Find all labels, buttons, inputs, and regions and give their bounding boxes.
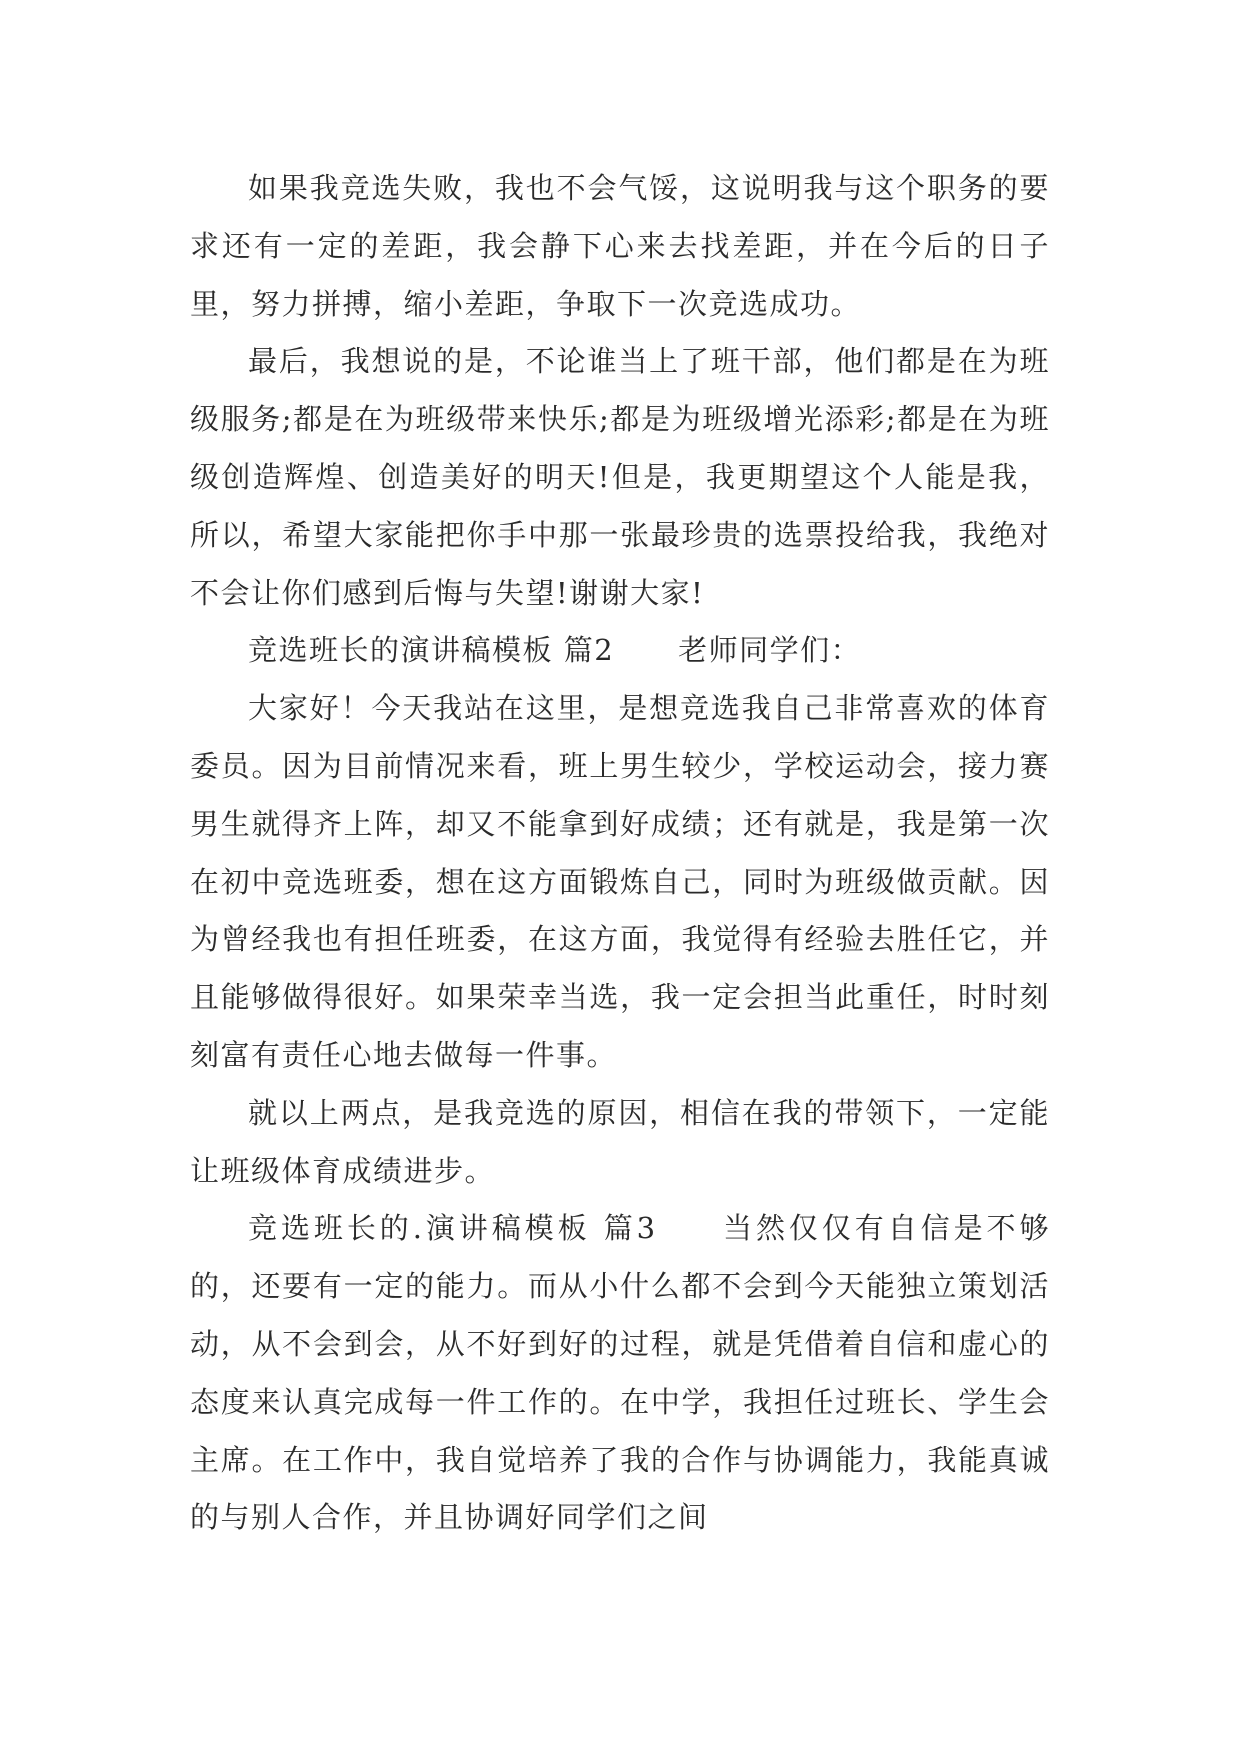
paragraph-text: 就以上两点，是我竞选的原因，相信在我的带领下，一定能让班级体育成绩进步。	[190, 1095, 1050, 1188]
paragraph-sports-committee	[190, 680, 1050, 1085]
paragraph-text: 大家好！今天我站在这里，是想竞选我自己非常喜欢的体育委员。因为目前情况来看，班上男生较少，学校运动会，接力赛男生就得齐上阵，却又不能拿到好成绩；还有就是，我是第一次在初中竞选班委，想在这方面锻炼自己，同时为班级做贡献。因为曾经我也有担任班委，在这方面，我觉得有经验去胜任它，并且能够做得很好。如果荣幸当选，我一定会担当此重任，时时刻刻富有责任心地去做每一件事。	[190, 691, 1050, 1072]
section-heading: 竞选班长的演讲稿模板 篇2	[248, 633, 615, 668]
paragraph-reasons	[190, 1085, 1050, 1201]
paragraph-text: 如果我竞选失败，我也不会气馁，这说明我与这个职务的要求还有一定的差距，我会静下心来去找差距，并在今后的日子里，努力拼搏，缩小差距，争取下一次竞选成功。	[190, 171, 1050, 321]
paragraph-section-2-heading	[190, 622, 1050, 680]
paragraph-text: 当然仅仅有自信是不够的，还要有一定的能力。而从小什么都不会到今天能独立策划活动，从不会到会，从不好到好的过程，就是凭借着自信和虚心的态度来认真完成每一件工作的。在中学，我担任过班长、学生会主席。在工作中，我自觉培养了我的合作与协调能力，我能真诚的与别人合作，并且协调好同学们之间	[190, 1211, 1050, 1535]
paragraph-failure	[190, 160, 1050, 333]
paragraph-text: 最后，我想说的是，不论谁当上了班干部，他们都是在为班级服务;都是在为班级带来快乐;都是为班级增光添彩;都是在为班级创造辉煌、创造美好的明天!但是，我更期望这个人能是我，所以，希望大家能把你手中那一张最珍贵的选票投给我，我绝对不会让你们感到后悔与失望!谢谢大家!	[190, 344, 1050, 610]
paragraph-text: 老师同学们：	[678, 633, 862, 668]
paragraph-closing	[190, 333, 1050, 622]
section-heading: 竞选班长的.演讲稿模板 篇3	[248, 1211, 657, 1246]
paragraph-section-3	[190, 1200, 1050, 1547]
document-body	[190, 160, 1050, 1547]
